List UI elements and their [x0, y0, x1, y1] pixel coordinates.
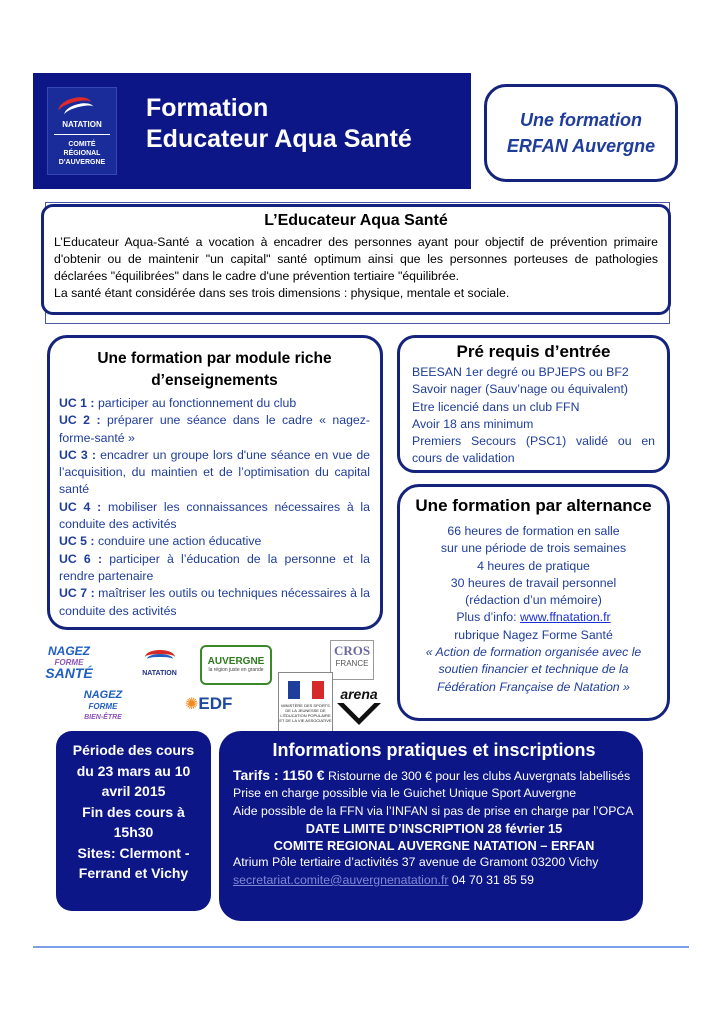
- edf-logo-text: EDF: [198, 694, 233, 713]
- uc-text: conduire une action éducative: [94, 534, 262, 549]
- uc-text: mobiliser les connaissances nécessaires à la conduite des activités: [59, 499, 370, 532]
- prereq-section: [397, 335, 670, 473]
- header-banner: [33, 73, 471, 189]
- period-line: Ferrand et Vichy: [78, 865, 189, 881]
- auvergne-logo-text: AUVERGNE: [207, 656, 265, 667]
- tarif-line: [233, 767, 635, 785]
- info-line: Prise en charge possible via le Guichet Unique Sport Auvergne: [233, 786, 577, 801]
- uc-item: [59, 447, 370, 499]
- auvergne-logo-sub: la région juste en grande: [208, 667, 264, 673]
- title-line2: Educateur Aqua Santé: [146, 125, 412, 153]
- logo-comite-text: COMITÉ RÉGIONAL D'AUVERGNE: [58, 141, 106, 166]
- uc-code: UC 1 :: [59, 396, 95, 410]
- period-line: Fin des cours à: [82, 803, 185, 820]
- auvergne-region-logo: [200, 645, 272, 685]
- prereq-item: Premiers Secours (PSC1) validé ou en cours de validation: [412, 434, 655, 466]
- rubrique-line: rubrique Nagez Forme Santé: [454, 627, 613, 642]
- organization: COMITE REGIONAL AUVERGNE NATATION – ERFAN: [273, 838, 595, 854]
- period-line: Sites: Clermont -: [77, 844, 190, 861]
- period-line: Période des cours: [72, 742, 195, 758]
- uc-text: maîtriser les outils ou techniques nécessaires à la conduite des activités: [59, 586, 370, 618]
- tarif-text: Ristourne de 300 € pour les clubs Auvergnats labellisés: [324, 769, 631, 783]
- address: Atrium Pôle tertiaire d’activités 37 avenue de Gramont 03200 Vichy: [233, 855, 599, 870]
- arena-logo: [330, 686, 388, 725]
- erfan-line2: ERFAN Auvergne: [506, 136, 656, 156]
- uc-item: [59, 395, 370, 412]
- footer-divider: [33, 946, 689, 948]
- erfan-line1: Une formation: [519, 110, 642, 130]
- uc-code: UC 7 :: [59, 586, 95, 601]
- ffn-auvergne-logo: [47, 87, 117, 175]
- intro-text-2: La santé étant considérée dans ses trois dimensions : physique, mentale et sociale.: [54, 286, 510, 300]
- ministere-logo-text: MINISTÈRE DES SPORTS DE LA JEUNESSE DE L'ÉDUCATION POPULAIRE ET DE LA VIE ASSOCIATIVE: [279, 703, 332, 723]
- uc-code: UC 5 :: [59, 534, 95, 549]
- uc-code: UC 4 :: [59, 499, 102, 514]
- alternance-section: [397, 484, 670, 721]
- uc-text: encadrer un groupe lors d'une séance en vue de l’acquisition, du maintien et de l’optimisation du capital santé: [59, 447, 371, 497]
- arena-logo-text: arena: [340, 686, 378, 702]
- info-prefix: Plus d’info:: [456, 610, 520, 625]
- ffn-quote: « Action de formation organisée avec le soutien financier et technique de la Fédération Française de Natation »: [425, 645, 642, 694]
- cros-logo-sub: FRANCE: [335, 659, 369, 668]
- title-line1: Formation: [146, 94, 269, 122]
- nagez-forme-bien-etre-logo: [78, 690, 128, 723]
- uc-item: [59, 499, 370, 534]
- uc-text: préparer une séance dans le cadre « nagez-forme-santé »: [59, 413, 370, 445]
- alternance-line: 30 heures de travail personnel: [450, 575, 617, 590]
- nagez2-bot: BIEN-ÊTRE: [84, 714, 122, 721]
- phone-number: 04 70 31 85 59: [448, 872, 534, 887]
- info-link-line: [408, 609, 659, 626]
- nagez2-mid: FORME: [88, 702, 118, 711]
- erfan-badge: [484, 84, 678, 182]
- logo-natation-text: NATATION: [62, 120, 102, 129]
- nagez1-bot: SANTÉ: [45, 665, 93, 681]
- arena-diamond-icon: [337, 703, 381, 725]
- uc-text: participer à l’éducation de la personne et la rendre partenaire: [59, 551, 370, 583]
- ffnatation-link[interactable]: www.ffnatation.fr: [519, 610, 611, 625]
- info-line: Aide possible de la FFN via l’INFAN si pas de prise en charge par l’OPCA: [233, 803, 634, 818]
- ffn-logo-text: NATATION: [142, 670, 177, 677]
- intro-paragraph: [54, 234, 658, 302]
- uc-item: [59, 412, 370, 447]
- uc-code: UC 3 :: [59, 447, 96, 462]
- alternance-line: sur une période de trois semaines: [440, 541, 627, 556]
- uc-code: UC 6 :: [59, 551, 103, 566]
- uc-code: UC 2 :: [59, 413, 101, 428]
- tarif-label: Tarifs : 1150 €: [233, 767, 325, 783]
- intro-text-1: L’Educateur Aqua-Santé a vocation à encadrer des personnes ayant pour objectif de prévention primaire d'obtenir ou de maintenir "un capital" santé optimum ainsi que les personnes porteuses de pathologies déclarées "équilibrées" dans le cadre d'une prévention tertiaire "équilibrée.: [54, 235, 658, 283]
- nagez2-top: NAGEZ: [83, 689, 123, 701]
- prereq-item: Savoir nager (Sauv’nage ou équivalent): [412, 382, 629, 397]
- alternance-line: 4 heures de pratique: [477, 558, 590, 573]
- uc-list: [59, 395, 370, 620]
- info-title: Informations pratiques et inscriptions: [272, 740, 596, 760]
- deadline: DATE LIMITE D’INSCRIPTION 28 février 15: [305, 820, 563, 836]
- intro-section: [41, 204, 671, 315]
- edf-logo: [185, 694, 232, 714]
- alternance-line: 66 heures de formation en salle: [447, 524, 620, 538]
- module-section: [47, 335, 383, 630]
- alternance-line: (rédaction d’un mémoire): [465, 593, 602, 608]
- uc-item: [59, 551, 370, 586]
- period-line: 15h30: [113, 824, 154, 840]
- contact-line: [233, 872, 635, 889]
- prereq-item: Etre licencié dans un club FFN: [412, 399, 580, 414]
- info-section: [219, 731, 643, 921]
- page-title: [146, 93, 412, 155]
- email-link[interactable]: secretariat.comite@auvergnenatation.fr: [233, 872, 449, 887]
- french-flag-icon: [288, 681, 324, 699]
- ffn-natation-logo: [132, 648, 187, 690]
- prereq-item: BEESAN 1er degré ou BPJEPS ou BF2: [412, 365, 629, 379]
- prereq-title: Pré requis d’entrée: [456, 342, 611, 361]
- module-title: Une formation par module riche d’enseignements: [97, 350, 332, 389]
- nagez-forme-sante-logo: [44, 646, 94, 679]
- cros-logo-text: CROS: [333, 643, 371, 658]
- uc-text: participer au fonctionnement du club: [94, 396, 297, 410]
- nagez1-top: NAGEZ: [48, 644, 90, 658]
- period-line: avril 2015: [101, 783, 166, 799]
- period-section: [56, 731, 211, 911]
- nagez1-mid: FORME: [54, 658, 84, 667]
- prereq-item: Avoir 18 ans minimum: [412, 416, 534, 431]
- edf-sun-icon: ✺: [185, 696, 199, 713]
- period-line: du 23 mars au 10: [76, 762, 191, 779]
- cros-logo: [330, 640, 374, 680]
- intro-title: L’Educateur Aqua Santé: [264, 212, 448, 229]
- uc-item: [59, 533, 370, 550]
- alternance-title: Une formation par alternance: [415, 496, 652, 515]
- uc-item: [59, 585, 370, 620]
